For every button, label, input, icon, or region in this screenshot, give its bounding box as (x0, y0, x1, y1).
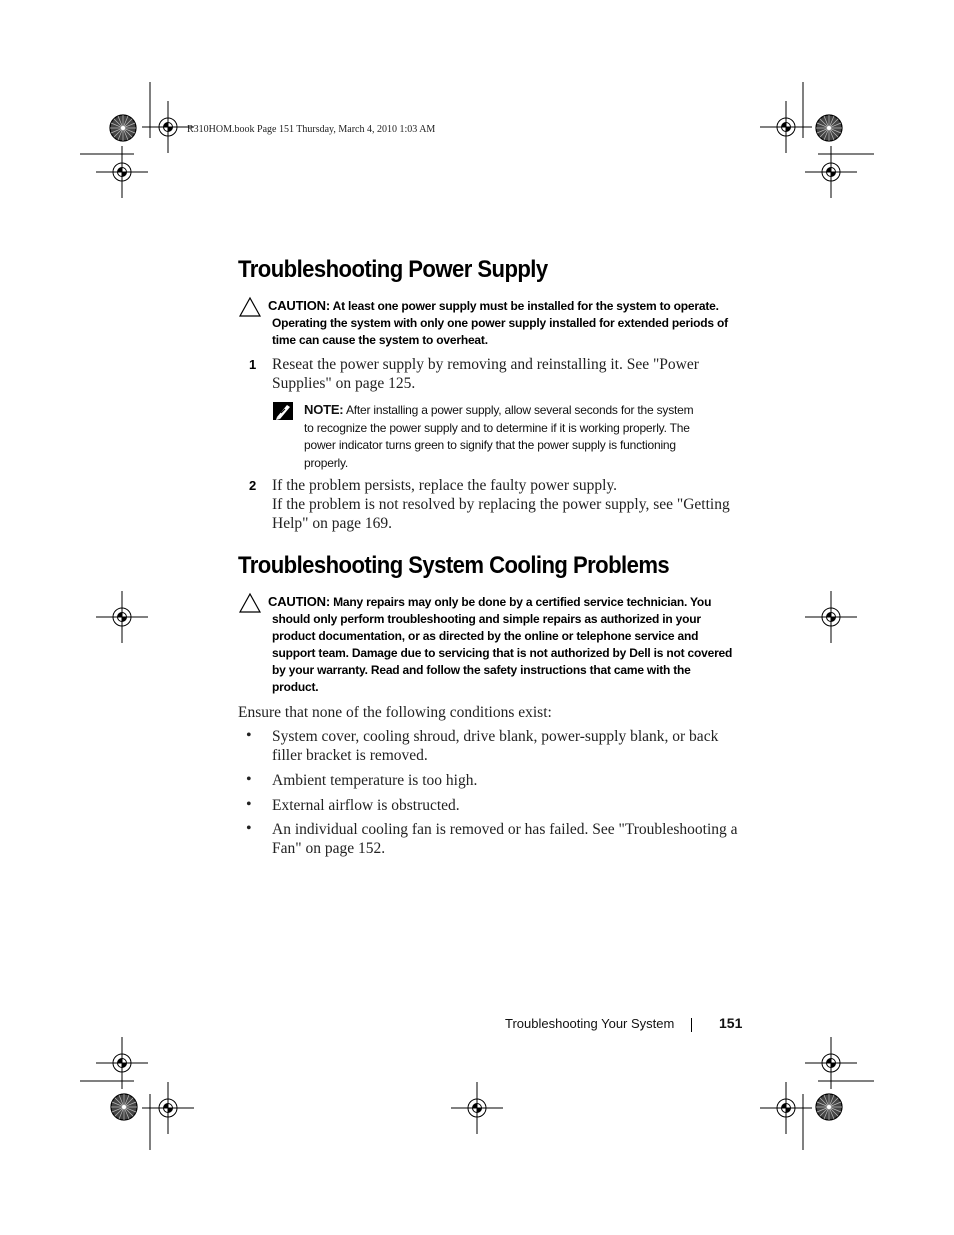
step-number: 1 (249, 357, 257, 372)
section-heading-power-supply: Troubleshooting Power Supply (238, 256, 548, 283)
bullet-icon: • (246, 820, 252, 837)
registration-mark-icon (96, 591, 148, 643)
registration-mark-icon (805, 591, 857, 643)
print-slug: R310HOM.book Page 151 Thursday, March 4, 2010 1:03 AM (187, 124, 436, 135)
step-line: Supplies" on page 125. (272, 375, 416, 392)
caution-line: product. (272, 680, 319, 694)
star-target-icon (110, 115, 136, 141)
caution-line: by your warranty. Read and follow the safety instructions that came with the (272, 663, 691, 677)
list-item-line: filler bracket is removed. (272, 747, 428, 764)
footer-page-number: 151 (719, 1015, 743, 1031)
note-line: After installing a power supply, allow several seconds for the system (345, 403, 694, 417)
bullet-icon: • (246, 727, 252, 744)
caution-label: CAUTION: (268, 594, 330, 609)
step-line: If the problem is not resolved by replacing the power supply, see "Getting (272, 496, 730, 513)
list-item-line: An individual cooling fan is removed or has failed. See "Troubleshooting a (272, 821, 738, 838)
caution-line: Operating the system with only one power supply installed for extended periods of (272, 316, 728, 330)
bullet-icon: • (246, 771, 252, 788)
note-line: power indicator turns green to signify that the power supply is functioning (304, 438, 676, 452)
caution-line: support team. Damage due to servicing that is not authorized by Dell is not covered (272, 646, 733, 660)
note-line: to recognize the power supply and to determine if it is working properly. The (304, 420, 690, 435)
registration-mark-icon (760, 101, 812, 153)
caution-line: should only perform troubleshooting and simple repairs as authorized in your (272, 612, 701, 626)
caution-line: At least one power supply must be installed for the system to operate. (332, 299, 719, 313)
step-number: 2 (249, 478, 257, 493)
note-line: properly. (304, 455, 348, 470)
registration-mark-icon (451, 1082, 503, 1134)
caution-line: product documentation, or as directed by the online or telephone service and (272, 629, 699, 643)
note-label: NOTE: (304, 402, 344, 417)
list-item-line: Ambient temperature is too high. (272, 772, 478, 789)
star-target-icon (816, 1094, 842, 1120)
caution-line: Many repairs may only be done by a certified service technician. You (333, 595, 712, 609)
footer-chapter: Troubleshooting Your System (505, 1016, 675, 1031)
intro-paragraph: Ensure that none of the following conditions exist: (238, 704, 552, 721)
caution-label: CAUTION: (268, 298, 330, 313)
list-item-line: System cover, cooling shroud, drive blank, power-supply blank, or back (272, 728, 719, 745)
list-item-line: Fan" on page 152. (272, 840, 386, 857)
bullet-icon: • (246, 796, 252, 813)
step-line: Reseat the power supply by removing and reinstalling it. See "Power (272, 356, 699, 373)
registration-mark-icon (760, 1082, 812, 1134)
section-heading-cooling: Troubleshooting System Cooling Problems (238, 552, 670, 579)
star-target-icon (111, 1094, 137, 1120)
list-item-line: External airflow is obstructed. (272, 797, 460, 814)
step-line: Help" on page 169. (272, 515, 392, 532)
step-line: If the problem persists, replace the faulty power supply. (272, 477, 618, 494)
caution-line: time can cause the system to overheat. (272, 333, 488, 347)
star-target-icon (816, 115, 842, 141)
